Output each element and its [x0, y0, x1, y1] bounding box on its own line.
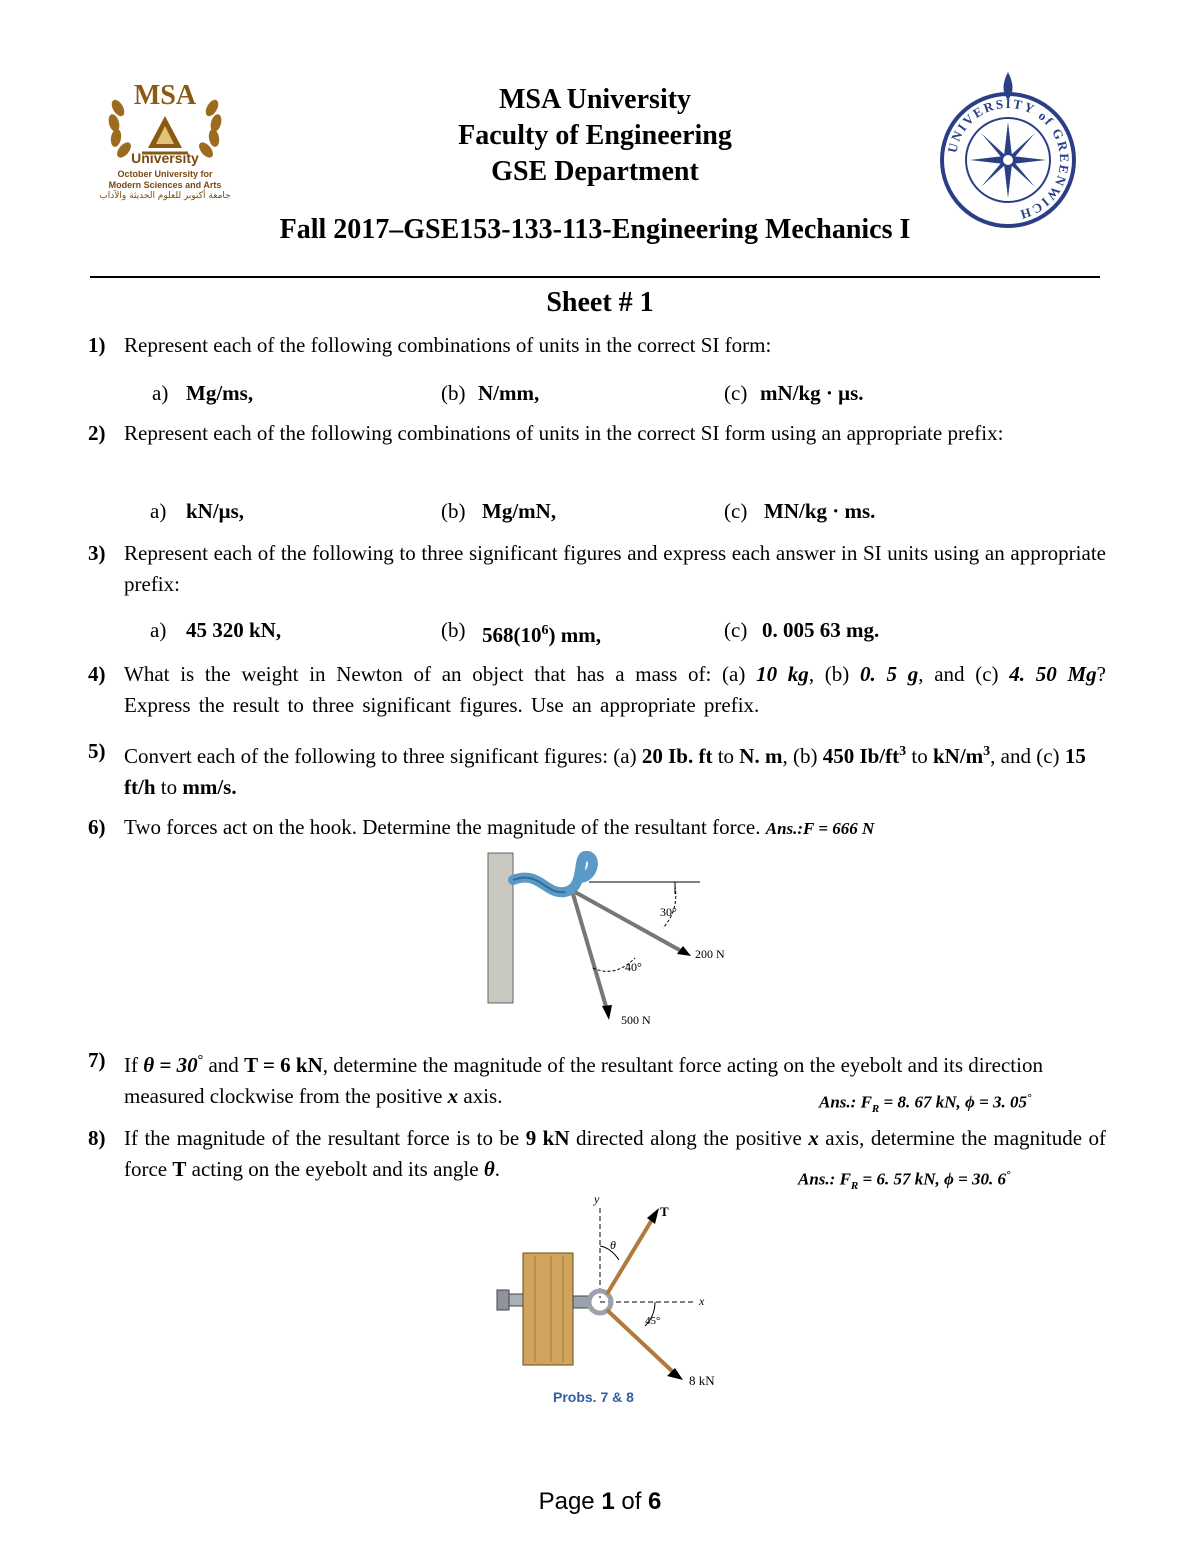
text-run: , and (c) [990, 744, 1065, 768]
mass-value: 10 kg [756, 662, 809, 686]
question-number: 4) [88, 662, 106, 686]
option-b: Mg/mN, [482, 499, 557, 523]
hook-figure [485, 850, 745, 1030]
department-title: GSE Department [491, 156, 699, 187]
text-run: ? Express the result to three significant figures. Use an appropriate prefix. [124, 662, 1106, 717]
force-200n-label: 200 N [695, 947, 725, 961]
arrow-500n-icon [602, 1005, 612, 1020]
option-b-unit: ) mm, [548, 623, 601, 647]
option-b-label: (b) [441, 381, 466, 405]
answer-subscript: R [850, 1180, 859, 1193]
axis-symbol: x [808, 1126, 819, 1150]
university-title: MSA University [498, 84, 692, 115]
cable-t [607, 1218, 653, 1294]
total-pages: 6 [648, 1488, 662, 1515]
question-text: Represent each of the following combinations of units in the correct SI form using an appropriate prefix: [124, 421, 1004, 445]
cable-500n [573, 894, 607, 1010]
wooden-post [523, 1253, 573, 1365]
option-a: kN/μs, [186, 499, 245, 523]
hook-icon [513, 856, 593, 892]
theta-symbol: θ [483, 1157, 495, 1181]
text-run: , and (c) [918, 662, 1010, 686]
answer [819, 1083, 1031, 1125]
question-number: 1) [88, 333, 106, 357]
axis-y-label: y [594, 1192, 600, 1206]
option-a-label: a) [150, 499, 167, 523]
degree-symbol: ° [1027, 1092, 1032, 1104]
seal-ring-text: UNIVERSITY of GREENWICH [944, 95, 1073, 223]
unit-value: N. m [739, 744, 783, 768]
text-run: to [712, 744, 740, 768]
exponent: 3 [983, 744, 991, 759]
question-number: 5) [88, 739, 106, 763]
answer-label: Ans.: F [798, 1169, 851, 1189]
option-b-label: (b) [441, 499, 466, 523]
option-c: 0. 005 63 mg. [762, 618, 880, 642]
text-run: directed along the positive [569, 1126, 809, 1150]
text-run: . [494, 1157, 500, 1181]
text-run: acting on the eyebolt and its angle [186, 1157, 484, 1181]
text-run: , (b) [808, 662, 861, 686]
mass-value: 0. 5 g [860, 662, 919, 686]
sheet-title: Sheet # 1 [546, 287, 654, 318]
question-text: Represent each of the following to three significant figures and express each answer in SI units using an appropriate prefix: [124, 541, 1106, 596]
force-symbol: T [172, 1157, 187, 1181]
text-run: What is the weight in Newton of an object that has a mass of: (a) [124, 662, 757, 686]
figure-caption: Probs. 7 & 8 [553, 1389, 634, 1405]
logo-brand: MSA [133, 80, 197, 111]
angle-30-label: 30° [660, 905, 677, 919]
answer: Ans.:F = 666 N [765, 819, 875, 838]
wall [488, 853, 513, 1003]
current-page: 1 [601, 1488, 615, 1515]
axis-symbol: x [447, 1084, 459, 1108]
option-c: MN/kg · ms. [764, 499, 876, 523]
text-run: axis, determine the magnitude of force [124, 1126, 1106, 1181]
text-run: to [906, 744, 933, 768]
text-run: and [203, 1053, 245, 1077]
mass-value: 4. 50 Mg [1009, 662, 1097, 686]
text-run: to [155, 775, 183, 799]
question-number: 2) [88, 421, 106, 445]
question-text: Represent each of the following combinations of units in the correct SI form: [124, 333, 772, 357]
question-text [124, 736, 1106, 803]
nut-icon [497, 1290, 509, 1310]
unit-value: mm/s. [182, 775, 237, 799]
option-b-label: (b) [441, 618, 466, 642]
cable-8kn [607, 1310, 673, 1372]
unit-value: kN/m [932, 744, 984, 768]
question-number: 7) [88, 1048, 106, 1072]
option-b-base: 568(10 [482, 623, 542, 647]
header-divider [90, 276, 1100, 278]
question-number: 3) [88, 541, 106, 565]
angle-40-label: 40° [625, 960, 642, 974]
force-t-label: T [660, 1204, 669, 1219]
option-a-label: a) [150, 618, 167, 642]
text-run: , (b) [782, 744, 823, 768]
text-run: axis. [458, 1084, 503, 1108]
option-c: mN/kg · μs. [760, 381, 864, 405]
resultant-value: 9 kN [525, 1126, 570, 1150]
option-b [482, 615, 601, 651]
text-run: If the magnitude of the resultant force is to be [124, 1126, 526, 1150]
question-text [124, 659, 1106, 721]
axis-x-label: x [699, 1294, 705, 1308]
logo-arabic: جامعة أكتوبر للعلوم الحديثة والآداب [99, 191, 231, 201]
text-run: Convert each of the following to three significant figures: (a) [124, 744, 642, 768]
theta-value: θ = 30 [143, 1053, 198, 1077]
option-c-label: (c) [724, 499, 748, 523]
logo-university: University [131, 150, 199, 166]
question-number: 8) [88, 1126, 106, 1150]
text-run: If [124, 1053, 144, 1077]
option-a: Mg/ms, [186, 381, 254, 405]
degree-symbol: ° [1006, 1169, 1011, 1181]
msa-logo [90, 78, 240, 218]
option-c-label: (c) [724, 618, 748, 642]
answer-value: = 6. 57 kN, ϕ = 30. 6 [858, 1169, 1007, 1189]
option-a-label: a) [152, 381, 169, 405]
page-footer [500, 1488, 700, 1516]
logo-line3: Modern Sciences and Arts [108, 180, 222, 190]
exponent: 3 [899, 744, 907, 759]
answer-value: = 8. 67 kN, ϕ = 3. 05 [879, 1092, 1028, 1112]
option-a: 45 320 kN, [186, 618, 282, 642]
unit-value: 20 Ib. ft [641, 744, 713, 768]
eyebolt-figure [495, 1192, 735, 1408]
faculty-title: Faculty of Engineering [458, 120, 732, 151]
text-run: , determine the magnitude of the resultant force acting on the eyebolt and its direction measured clockwise from the positive [124, 1053, 1043, 1108]
answer-subscript: R [871, 1103, 880, 1116]
answer [798, 1160, 1010, 1202]
unit-value: 450 Ib/ft [822, 744, 900, 768]
option-b: N/mm, [478, 381, 540, 405]
course-title: Fall 2017–GSE153-133-113-Engineering Mechanics I [279, 214, 911, 245]
greenwich-seal [938, 70, 1078, 230]
answer-label: Ans.: F [819, 1092, 872, 1112]
question-text [124, 812, 1106, 844]
degree-symbol: ° [197, 1053, 204, 1068]
logo-line2: October University for [117, 169, 213, 179]
unit-value: 15 ft/h [124, 744, 1086, 799]
angle-45-label: 45° [645, 1315, 661, 1327]
option-b-exponent: 6 [541, 623, 549, 638]
force-8kn-label: 8 kN [689, 1373, 715, 1388]
angle-theta-label: θ [610, 1238, 616, 1252]
force-500n-label: 500 N [621, 1013, 651, 1027]
footer-page-label: Page [538, 1488, 602, 1515]
option-c-label: (c) [724, 381, 748, 405]
tension-value: T = 6 kN [244, 1053, 323, 1077]
cable-200n [575, 892, 683, 952]
footer-of-label: of [614, 1488, 649, 1515]
question-number: 6) [88, 815, 106, 839]
text-run: Two forces act on the hook. Determine the magnitude of the resultant force. [124, 815, 761, 839]
